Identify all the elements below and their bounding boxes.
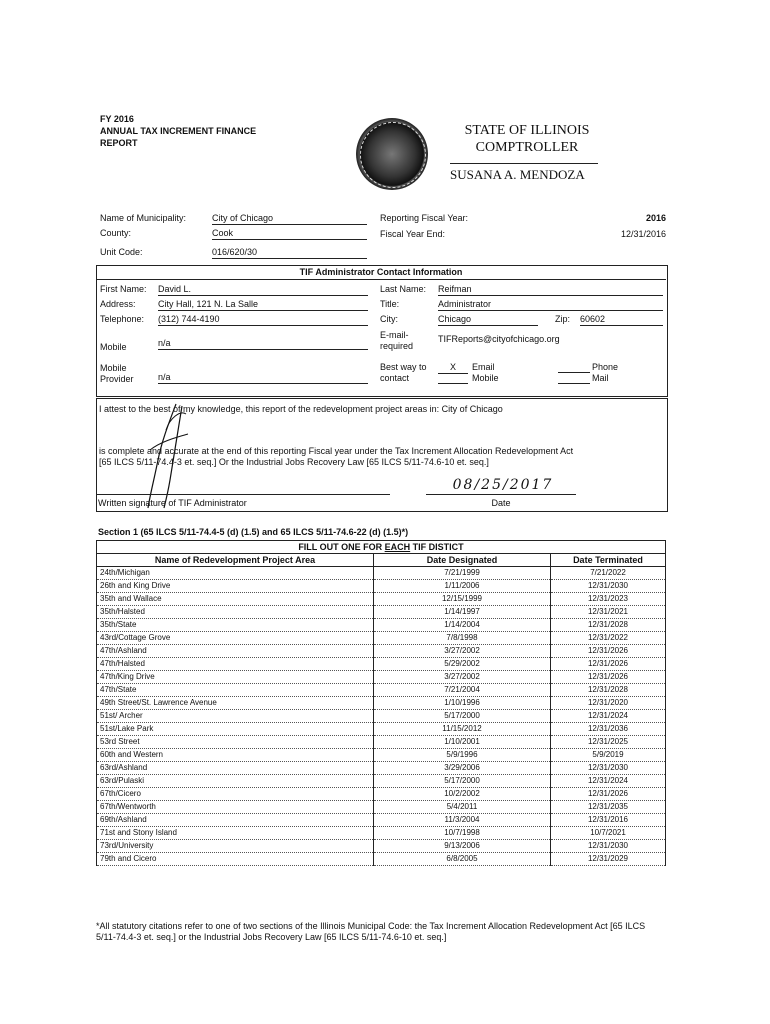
district-name-cell: 47th/King Drive (97, 671, 374, 684)
date-designated-cell: 1/14/1997 (374, 606, 551, 619)
option-mobile: Mobile (472, 373, 499, 383)
district-name-cell: 47th/State (97, 684, 374, 697)
municipality-value: City of Chicago (212, 213, 367, 225)
mobile-label: Mobile (100, 342, 127, 352)
date-designated-cell: 5/17/2000 (374, 710, 551, 723)
date-designated-cell: 1/11/2006 (374, 580, 551, 593)
date-terminated-cell: 12/31/2023 (551, 593, 666, 606)
date-designated-cell: 5/9/1996 (374, 749, 551, 762)
provider-label-line: Provider (100, 374, 134, 384)
table-row (97, 684, 666, 697)
telephone-value: (312) 744-4190 (158, 314, 368, 326)
date-terminated-cell: 12/31/2022 (551, 632, 666, 645)
table-row (97, 723, 666, 736)
date-designated-cell: 5/29/2002 (374, 658, 551, 671)
city-label: City: (380, 314, 398, 324)
table-row (97, 567, 666, 580)
option-phone: Phone (592, 362, 619, 372)
table-row (97, 580, 666, 593)
table-row (97, 697, 666, 710)
date-designated-cell: 3/27/2002 (374, 645, 551, 658)
table-row (97, 736, 666, 749)
date-terminated-cell: 12/31/2020 (551, 697, 666, 710)
best-contact-line: contact (380, 373, 410, 383)
date-label: Date (491, 498, 511, 508)
mail-checkbox[interactable] (558, 373, 590, 384)
date-terminated-cell: 12/31/2026 (551, 658, 666, 671)
table-row (97, 853, 666, 866)
last-name-value: Reifman (438, 284, 663, 296)
date-designated-cell: 1/14/2004 (374, 619, 551, 632)
date-terminated-cell: 12/31/2036 (551, 723, 666, 736)
telephone-label: Telephone: (100, 314, 145, 324)
table-row (97, 606, 666, 619)
fiscal-year-heading: FY 2016 (100, 114, 134, 124)
table-row (97, 775, 666, 788)
district-name-cell: 35th/Halsted (97, 606, 374, 619)
attest-line-1: I attest to the best of my knowledge, this report of the redevelopment project areas in: City of Chicago (99, 404, 503, 414)
table-row (97, 710, 666, 723)
date-designated-cell: 11/15/2012 (374, 723, 551, 736)
banner-text: TIF DISTICT (410, 542, 464, 552)
district-name-cell: 67th/Wentworth (97, 801, 374, 814)
date-designated-cell: 11/3/2004 (374, 814, 551, 827)
banner-each: EACH (384, 542, 411, 552)
district-name-cell: 35th and Wallace (97, 593, 374, 606)
date-terminated-cell: 12/31/2029 (551, 853, 666, 866)
mobile-checkbox[interactable] (438, 373, 468, 384)
zip-label: Zip: (555, 314, 571, 324)
table-row (97, 658, 666, 671)
municipality-label: Name of Municipality: (100, 213, 187, 223)
date-designated-cell: 5/17/2000 (374, 775, 551, 788)
date-terminated-cell: 12/31/2030 (551, 762, 666, 775)
mobile-value: n/a (158, 338, 368, 350)
reporting-fy-label: Reporting Fiscal Year: (380, 213, 469, 223)
table-row (97, 762, 666, 775)
date-designated-cell: 1/10/2001 (374, 736, 551, 749)
date-designated-cell: 1/10/1996 (374, 697, 551, 710)
table-header-row (97, 554, 666, 567)
date-terminated-cell: 7/21/2022 (551, 567, 666, 580)
date-designated-cell: 7/21/2004 (374, 684, 551, 697)
zip-value: 60602 (580, 314, 663, 326)
signature-line (96, 494, 390, 495)
address-value: City Hall, 121 N. La Salle (158, 299, 368, 311)
table-row (97, 840, 666, 853)
phone-checkbox[interactable] (558, 362, 590, 373)
date-designated-cell: 10/2/2002 (374, 788, 551, 801)
table-row (97, 788, 666, 801)
date-terminated-cell: 12/31/2024 (551, 710, 666, 723)
table-row (97, 814, 666, 827)
footnote: *All statutory citations refer to one of two sections of the Illinois Municipal Code: the Tax Increment Allocation Redevelopment Act [65 ILCS 5/11-74.4-3 et. seq.] or the Industrial Jobs Recovery Law [65 ILCS 5/11-74.6-10 et. seq.] (96, 921, 646, 942)
office-name: COMPTROLLER (475, 140, 579, 155)
date-terminated-cell: 12/31/2035 (551, 801, 666, 814)
date-designated-cell: 6/8/2005 (374, 853, 551, 866)
email-checkbox[interactable]: X (438, 362, 468, 374)
table-row (97, 632, 666, 645)
fy-end-value: 12/31/2016 (620, 229, 666, 239)
first-name-label: First Name: (100, 284, 147, 294)
first-name-value: David L. (158, 284, 368, 296)
attest-line-2: is complete and accurate at the end of this reporting Fiscal year under the Tax Increment Allocation Redevelopment Act (99, 446, 574, 456)
title-value: Administrator (438, 299, 663, 311)
district-name-cell: 67th/Cicero (97, 788, 374, 801)
district-name-cell: 63rd/Pulaski (97, 775, 374, 788)
district-name-cell: 73rd/University (97, 840, 374, 853)
date-terminated-cell: 12/31/2026 (551, 645, 666, 658)
last-name-label: Last Name: (380, 284, 427, 294)
table-row (97, 827, 666, 840)
date-designated-cell: 3/29/2006 (374, 762, 551, 775)
section-title: Section 1 (65 ILCS 5/11-74.4-5 (d) (1.5) and 65 ILCS 5/11-74.6-22 (d) (1.5)*) (98, 527, 409, 537)
option-mail: Mail (592, 373, 609, 383)
unit-code-label: Unit Code: (100, 247, 143, 257)
email-label (380, 330, 413, 352)
date-designated-cell: 7/8/1998 (374, 632, 551, 645)
best-contact-line: Best way to (380, 362, 427, 372)
date-designated-cell: 3/27/2002 (374, 671, 551, 684)
best-contact-label (380, 362, 427, 384)
district-name-cell: 71st and Stony Island (97, 827, 374, 840)
report-heading-line: ANNUAL TAX INCREMENT FINANCE (100, 126, 257, 136)
city-value: Chicago (438, 314, 538, 326)
comptroller-name: SUSANA A. MENDOZA (450, 163, 598, 183)
date-terminated-cell: 12/31/2016 (551, 814, 666, 827)
col-header-name: Name of Redevelopment Project Area (97, 554, 374, 567)
date-terminated-cell: 12/31/2028 (551, 684, 666, 697)
county-label: County: (100, 228, 132, 238)
table-row (97, 593, 666, 606)
table-row (97, 749, 666, 762)
seal-ring (360, 122, 426, 188)
district-name-cell: 26th and King Drive (97, 580, 374, 593)
unit-code-value: 016/620/30 (212, 247, 367, 259)
contact-title: TIF Administrator Contact Information (96, 267, 666, 280)
district-name-cell: 51st/ Archer (97, 710, 374, 723)
signature-label: Written signature of TIF Administrator (98, 498, 247, 508)
tif-district-table (96, 540, 666, 866)
attest-line-3: [65 ILCS 5/11-74.4-3 et. seq.] Or the Industrial Jobs Recovery Law [65 ILCS 5/11-74.6-10 et. seq.] (99, 457, 489, 467)
date-terminated-cell: 12/31/2021 (551, 606, 666, 619)
district-name-cell: 49th Street/St. Lawrence Avenue (97, 697, 374, 710)
date-designated-cell: 7/21/1999 (374, 567, 551, 580)
district-name-cell: 63rd/Ashland (97, 762, 374, 775)
district-name-cell: 24th/Michigan (97, 567, 374, 580)
date-terminated-cell: 10/7/2021 (551, 827, 666, 840)
col-header-terminated: Date Terminated (551, 554, 666, 567)
date-terminated-cell: 12/31/2030 (551, 580, 666, 593)
district-name-cell: 35th/State (97, 619, 374, 632)
date-terminated-cell: 12/31/2026 (551, 788, 666, 801)
date-terminated-cell: 12/31/2026 (551, 671, 666, 684)
provider-label (100, 363, 134, 385)
date-designated-cell: 5/4/2011 (374, 801, 551, 814)
district-name-cell: 51st/Lake Park (97, 723, 374, 736)
col-header-designated: Date Designated (374, 554, 551, 567)
table-banner-row (97, 541, 666, 554)
email-label-line: required (380, 341, 414, 351)
state-name: STATE OF ILLINOIS (464, 123, 590, 138)
title-label: Title: (380, 299, 400, 309)
date-designated-cell: 12/15/1999 (374, 593, 551, 606)
option-email: Email (472, 362, 495, 372)
comptroller-block (452, 122, 602, 156)
report-title (100, 113, 256, 149)
district-name-cell: 53rd Street (97, 736, 374, 749)
table-row (97, 671, 666, 684)
date-terminated-cell: 12/31/2024 (551, 775, 666, 788)
signed-date: 08/25/2017 (452, 477, 554, 493)
table-row (97, 619, 666, 632)
date-designated-cell: 10/7/1998 (374, 827, 551, 840)
provider-value: n/a (158, 372, 368, 384)
email-value: TIFReports@cityofchicago.org (438, 334, 560, 344)
district-name-cell: 79th and Cicero (97, 853, 374, 866)
report-heading-line: REPORT (100, 138, 138, 148)
district-name-cell: 69th/Ashland (97, 814, 374, 827)
date-designated-cell: 9/13/2006 (374, 840, 551, 853)
date-line (426, 494, 576, 495)
table-banner (97, 541, 666, 554)
county-value: Cook (212, 228, 367, 240)
district-name-cell: 47th/Halsted (97, 658, 374, 671)
table-row (97, 801, 666, 814)
provider-label-line: Mobile (100, 363, 127, 373)
table-row (97, 645, 666, 658)
district-name-cell: 43rd/Cottage Grove (97, 632, 374, 645)
reporting-fy-value: 2016 (645, 213, 666, 223)
district-name-cell: 47th/Ashland (97, 645, 374, 658)
banner-text: FILL OUT ONE FOR (298, 542, 385, 552)
district-name-cell: 60th and Western (97, 749, 374, 762)
fy-end-label: Fiscal Year End: (380, 229, 446, 239)
email-label-line: E-mail- (380, 330, 409, 340)
date-terminated-cell: 12/31/2025 (551, 736, 666, 749)
address-label: Address: (100, 299, 136, 309)
date-terminated-cell: 12/31/2028 (551, 619, 666, 632)
date-terminated-cell: 5/9/2019 (551, 749, 666, 762)
date-terminated-cell: 12/31/2030 (551, 840, 666, 853)
